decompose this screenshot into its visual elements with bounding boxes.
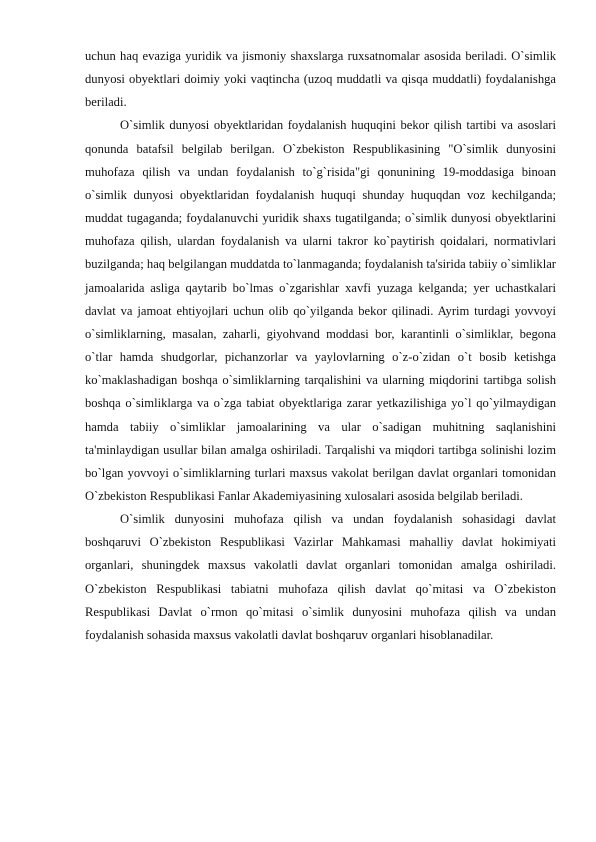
body-text [85, 45, 556, 647]
paragraph-revocation-rules: O`simlik dunyosi obyektlaridan foydalanish huquqini bekor qilish tartibi va asoslari qonunda batafsil belgilab berilgan. O`zbekiston Respublikasining "O`simlik dunyosini muhofaza qilish va undan foydalanish to`g`risida"gi qonunining 19-moddasiga binoan o`simlik dunyosi obyektlaridan foydalanish huquqi shunday huquqdan voz kechilganda; muddat tugaganda; foydalanuvchi yuridik shaxs tugatilganda; o`simlik dunyosi obyektlarini muhofaza qilish, ulardan foydalanish va ularni takror ko`paytirish qoidalari, normativlari buzilganda; haq belgilangan muddatda to`lanmaganda; foydalanish ta'sirida tabiiy o`simliklar jamoalarida asliga qaytarib bo`lmas o`zgarishlar xavfi yuzaga kelganda; yer uchastkalari davlat va jamoat ehtiyojlari uchun olib qo`yilganda bekor qilinadi. Ayrim turdagi yovvoyi o`simliklarning, masalan, zaharli, giyohvand moddasi bor, karantinli o`simliklar, begona o`tlar hamda shudgorlar, pichanzorlar va yaylovlarning o`z-o`zidan o`t bosib ketishga ko`maklashadigan boshqa o`simliklarning tarqalishini va ularning miqdorini tartibga solish boshqa o`simliklarga va o`zga tabiat obyektlariga zarar yetkazilishiga yo`l qo`yilmaydigan hamda tabiiy o`simliklar jamoalarining va ular o`sadigan muhitning saqlanishini ta'minlaydigan usullar bilan amalga oshiriladi. Tarqalishi va miqdori tartibga solinishi lozim bo`lgan yovvoyi o`simliklarning turlari maxsus vakolat berilgan davlat organlari tomonidan O`zbekiston Respublikasi Fanlar Akademiyasining xulosalari asosida belgilab beriladi. [85, 118, 556, 503]
paragraph-state-management: O`simlik dunyosini muhofaza qilish va undan foydalanish sohasidagi davlat boshqaruvi O`zbekiston Respublikasi Vazirlar Mahkamasi mahalliy davlat hokimiyati organlari, shuningdek maxsus vakolatli davlat organlari tomonidan amalga oshiriladi. O`zbekiston Respublikasi tabiatni muhofaza qilish davlat qo`mitasi va O`zbekiston Respublikasi Davlat o`rmon qo`mitasi o`simlik dunyosini muhofaza qilish va undan foydalanish sohasida maxsus vakolatli davlat boshqaruv organlari hisoblanadilar. [85, 512, 556, 642]
paragraph-continuation: uchun haq evaziga yuridik va jismoniy shaxslarga ruxsatnomalar asosida beriladi. O`simlik dunyosi obyektlari doimiy yoki vaqtincha (uzoq muddatli va qisqa muddatli) foydalanishga beriladi. [85, 49, 556, 110]
